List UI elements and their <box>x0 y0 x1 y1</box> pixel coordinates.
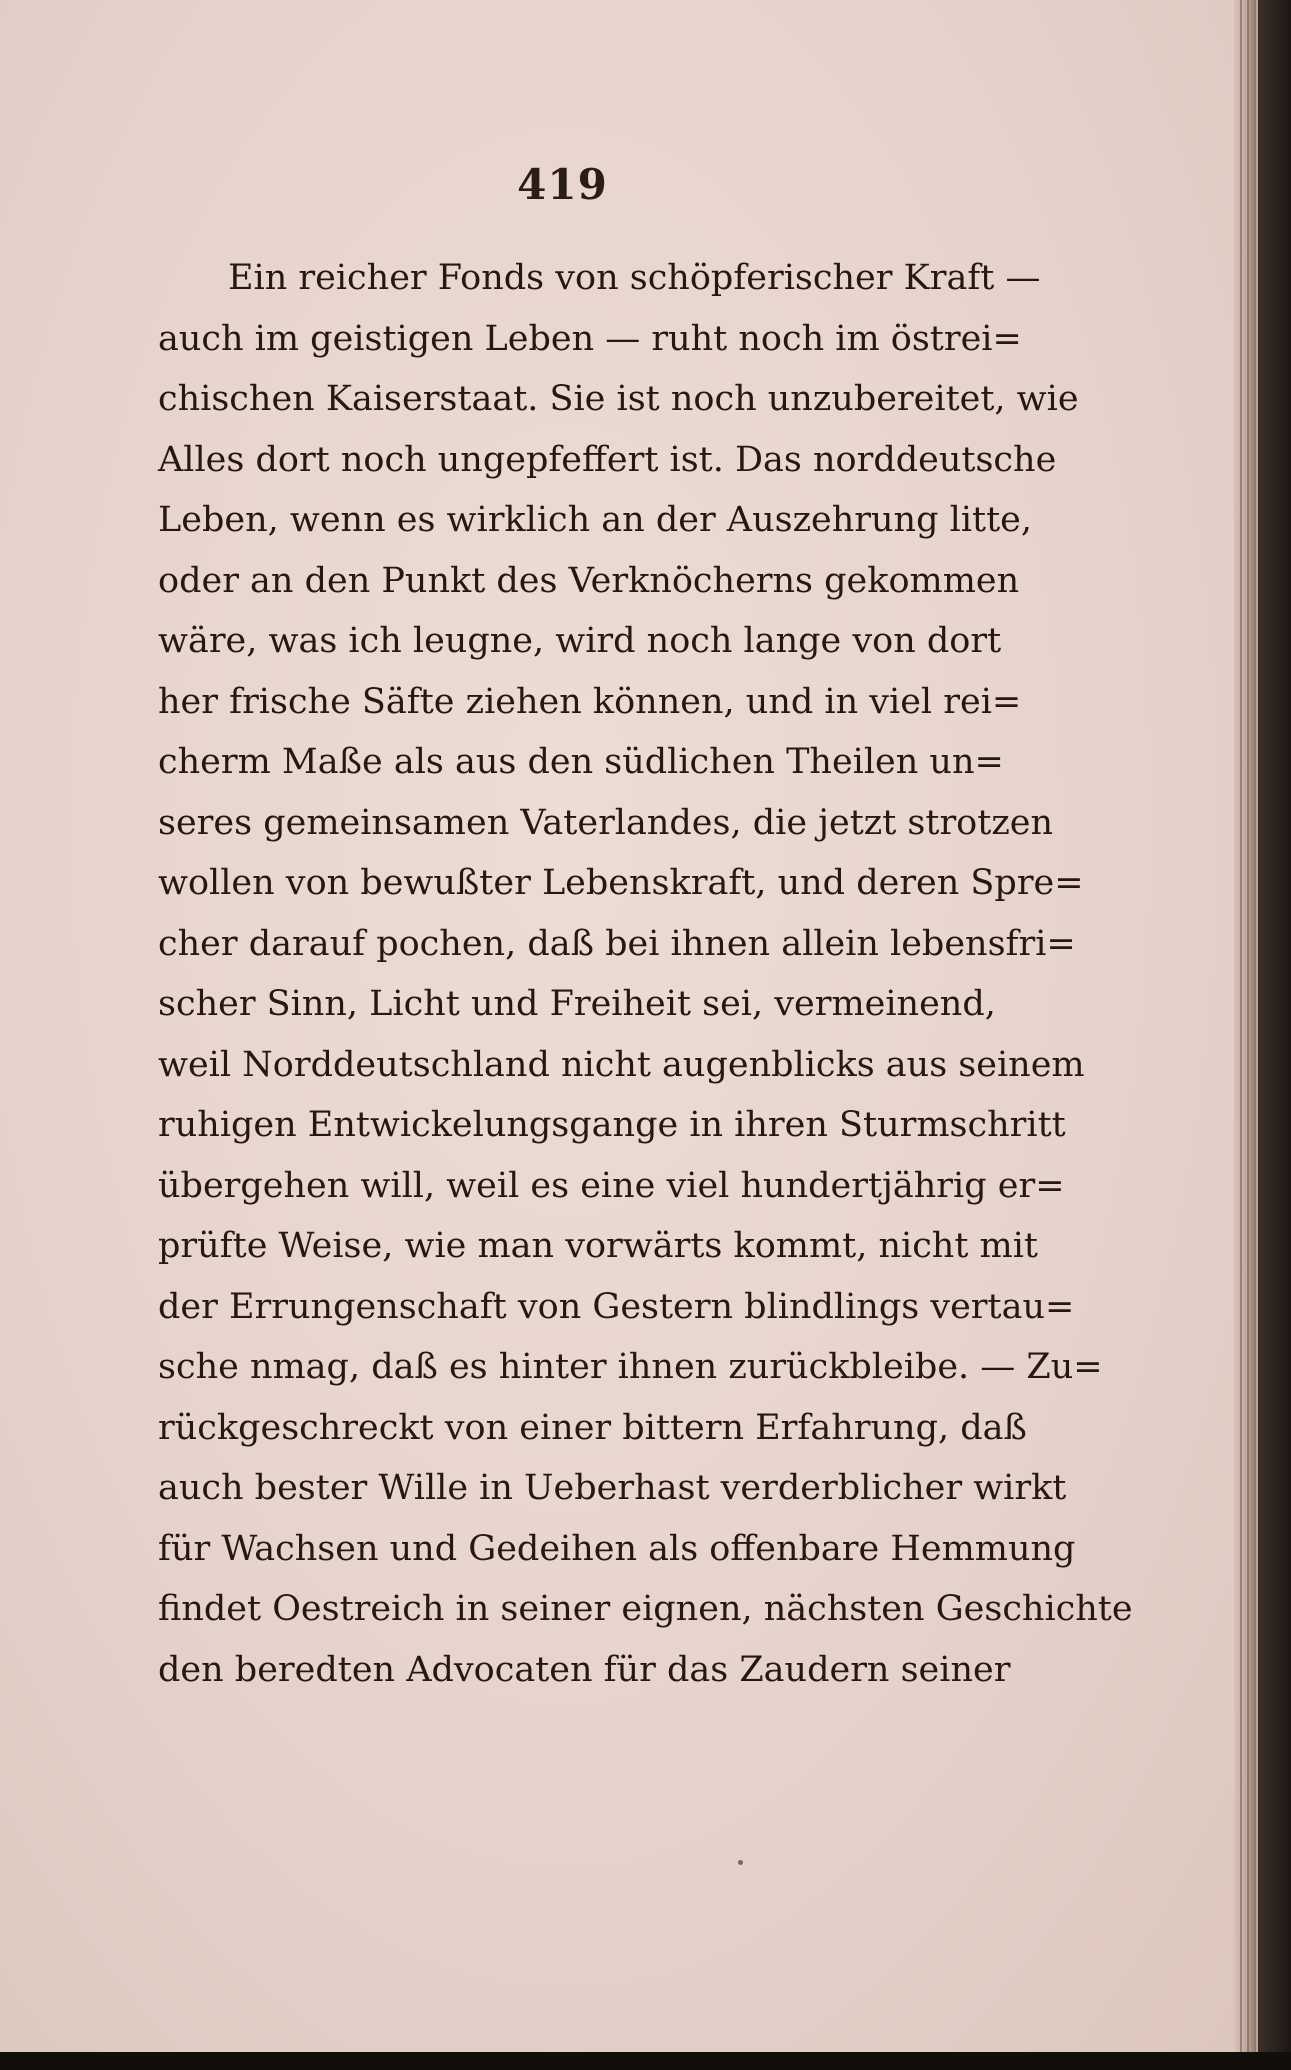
text-line: rückgeschreckt von einer bittern Erfahrung, daß <box>158 1407 1027 1448</box>
text-line: Leben, wenn es wirklich an der Auszehrung litte, <box>158 500 1032 540</box>
text-line: den beredten Advocaten für das Zaudern seiner <box>158 1649 1011 1690</box>
text-line: Ein reicher Fonds von schöpferischer Kraft — <box>228 258 1041 298</box>
text-line: ruhigen Entwickelungsgange in ihren Sturmschritt <box>158 1105 1066 1145</box>
paper-speck <box>738 1860 743 1865</box>
text-line: wäre, was ich leugne, wird noch lange von dort <box>158 621 1002 661</box>
text-line: scher Sinn, Licht und Freiheit sei, vermeinend, <box>158 984 996 1024</box>
text-line: seres gemeinsamen Vaterlandes, die jetzt strotzen <box>158 802 1054 843</box>
text-line: sche nmag, daß es hinter ihnen zurückbleibe. — Zu= <box>158 1347 1103 1387</box>
text-line: cherm Maße als aus den südlichen Theilen un= <box>158 742 1004 782</box>
page-edge <box>1234 0 1256 2052</box>
text-line: übergehen will, weil es eine viel hundertjährig er= <box>158 1165 1065 1206</box>
text-line: findet Oestreich in seiner eignen, nächsten Geschichte <box>158 1589 1133 1629</box>
text-line: weil Norddeutschland nicht augenblicks aus seinem <box>158 1044 1085 1085</box>
text-line: auch bester Wille in Ueberhast verderblicher wirkt <box>158 1468 1067 1508</box>
text-line: chischen Kaiserstaat. Sie ist noch unzubereitet, wie <box>158 379 1079 419</box>
text-line: wollen von bewußter Lebenskraft, und deren Spre= <box>158 863 1084 903</box>
text-line: Alles dort noch ungepfeffert ist. Das norddeutsche <box>158 439 1057 480</box>
text-line: cher darauf pochen, daß bei ihnen allein lebensfri= <box>158 923 1076 964</box>
body-text <box>158 248 1133 1700</box>
page-edge-line <box>1240 0 1242 2052</box>
background-edge <box>0 2052 1291 2070</box>
text-line: für Wachsen und Gedeihen als offenbare Hemmung <box>158 1528 1076 1569</box>
text-line: oder an den Punkt des Verknöcherns gekommen <box>158 560 1020 601</box>
text-line: der Errungenschaft von Gestern blindlings vertau= <box>158 1286 1075 1327</box>
background-edge <box>1258 0 1291 2052</box>
text-line: prüfte Weise, wie man vorwärts kommt, nicht mit <box>158 1226 1038 1266</box>
page-edge-line <box>1247 0 1249 2052</box>
text-line: her frische Säfte ziehen können, und in viel rei= <box>158 681 1022 722</box>
text-line: auch im geistigen Leben — ruht noch im östrei= <box>158 318 1022 359</box>
page-number: 419 <box>517 160 608 209</box>
